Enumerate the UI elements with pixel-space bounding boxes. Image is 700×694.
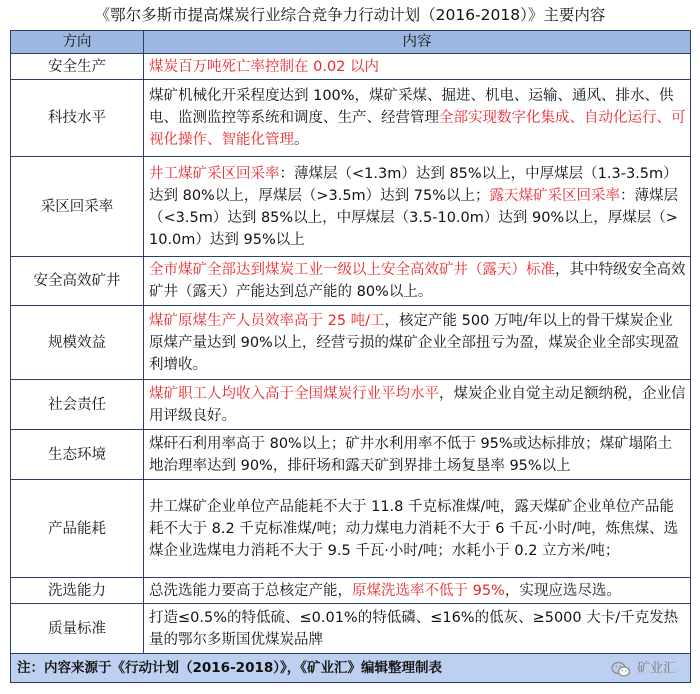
row-direction: 规模效益 [11, 306, 144, 380]
content-text: ：薄煤层（<1.3m）达到 85%以上，中厚煤层（1.3-3.5m）达到 80%以上，厚煤层（>3.5m）达到 75%以上； [149, 165, 678, 204]
row-content [144, 430, 691, 480]
content-text: 煤矿机械化开采程度达到 100%，煤矿采煤、掘进、机电、运输、通风、排水、供电、监测监控等系统和调度、生产、经营管理 [149, 88, 674, 126]
row-content [144, 157, 691, 257]
content-text: 煤矸石利用率高于 80%以上；矿井水利用率不低于 95%或达标排放；煤矿塌陷土地治理率达到 90%，排矸场和露天矿到界排土场复垦率 95%以上 [149, 435, 673, 474]
row-content [144, 257, 691, 306]
table-row [11, 306, 691, 380]
highlighted-text: 井工煤矿采区回采率 [149, 165, 280, 182]
row-content [144, 380, 691, 430]
table-row [11, 604, 691, 654]
source-note [11, 654, 691, 683]
row-direction: 产品能耗 [11, 480, 144, 578]
highlighted-text: 煤炭百万吨死亡率控制在 0.02 以内 [149, 58, 380, 75]
table-row [11, 257, 691, 306]
content-text: 井工煤矿企业单位产品能耗不大于 11.8 千克标准煤/吨，露天煤矿企业单位产品能耗不大于 8.2 千克标准煤/吨；动力煤电力消耗不大于 6 千瓦·小时/吨，炼焦煤、选煤企业选煤电力消耗不大于 9.5 千瓦·小时/吨；水耗小于 0.2 立方米/吨； [149, 498, 679, 559]
row-content [144, 578, 691, 604]
content-text: 。 [294, 132, 309, 148]
table-row [11, 380, 691, 430]
highlighted-text: 原煤洗选率不低于 95% [352, 582, 505, 599]
header-direction: 方向 [11, 31, 144, 54]
note-row [11, 654, 691, 683]
page-title: 《鄂尔多斯市提高煤炭行业综合竞争力行动计划（2016-2018）》主要内容 [94, 6, 606, 24]
table-row [11, 430, 691, 480]
content-text: ，煤炭企业自觉主动足额纳税，企业信用评级良好。 [149, 385, 686, 424]
content-text: ：薄煤层（<3.5m）达到 85%以上，中厚煤层（3.5-10.0m）达到 90%以上，厚煤层（>10.0m）达到 95%以上 [149, 187, 679, 248]
highlighted-text: 全部实现数字化集成、自动化运行、可视化操作、智能化管理 [149, 110, 686, 148]
wechat-icon [611, 661, 631, 678]
header-content: 内容 [144, 31, 691, 54]
table-row [11, 80, 691, 157]
content-table [10, 30, 691, 683]
row-content [144, 80, 691, 157]
table-row [11, 480, 691, 578]
source-note-text: 注：内容来源于《行动计划（2016-2018）》，《矿业汇》编辑整理制表 [17, 660, 442, 676]
highlighted-text: 露天煤矿采区回采率 [489, 187, 621, 204]
content-text: ，核定产能 500 万吨/年以上的骨干煤炭企业原煤产量达到 90%以上，经营亏损的煤矿企业全部扭亏为盈，煤炭企业全部实现盈利增收。 [149, 312, 679, 373]
row-direction: 质量标准 [11, 604, 144, 654]
row-direction: 社会责任 [11, 380, 144, 430]
content-text: ，其中特级安全高效矿井（露天）产能达到总产能的 80%以上。 [149, 262, 686, 300]
table-header-row [11, 31, 691, 54]
row-content [144, 54, 691, 80]
highlighted-text: 全市煤矿全部达到煤炭工业一级以上安全高效矿井（露天）标准 [149, 262, 555, 278]
content-text: 总洗选能力要高于总核定产能， [149, 582, 352, 599]
row-direction: 洗选能力 [11, 578, 144, 604]
table-row [11, 578, 691, 604]
watermark [611, 658, 676, 680]
row-direction: 安全生产 [11, 54, 144, 80]
row-content [144, 604, 691, 654]
highlighted-text: 煤矿原煤生产人员效率高于 25 吨/工 [149, 312, 385, 329]
table-row [11, 54, 691, 80]
row-direction: 科技水平 [11, 80, 144, 157]
row-content [144, 480, 691, 578]
content-text: 打造≤0.5%的特低硫、≤0.01%的特低磷、≤16%的低灰、≥5000 大卡/千克发热量的鄂尔多斯国优煤炭品牌 [149, 609, 679, 648]
content-text: ，实现应选尽选。 [504, 582, 621, 599]
row-direction: 安全高效矿井 [11, 257, 144, 306]
row-direction: 生态环境 [11, 430, 144, 480]
table-row [11, 157, 691, 257]
row-direction: 采区回采率 [11, 157, 144, 257]
row-content [144, 306, 691, 380]
highlighted-text: 煤矿职工人均收入高于全国煤炭行业平均水平 [149, 385, 439, 402]
watermark-text: 矿业汇 [636, 661, 676, 676]
